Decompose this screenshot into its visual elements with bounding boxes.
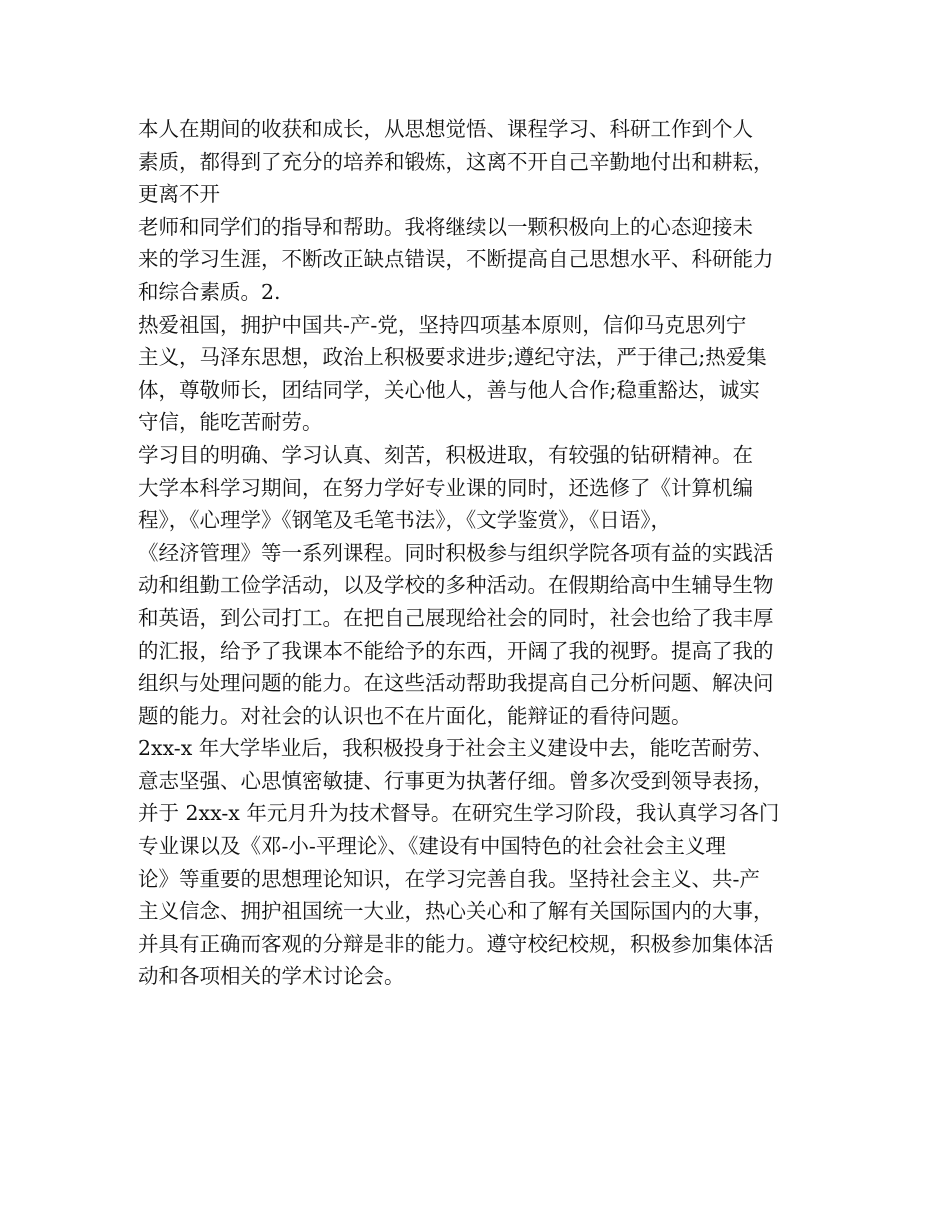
text-line: 守信，能吃苦耐劳。 — [138, 410, 323, 435]
text-line: 大学本科学习期间，在努力学好专业课的同时，还选修了《计算机编 — [138, 475, 753, 500]
text-line: 主义信念、拥护祖国统一大业，热心关心和了解有关国际国内的大事， — [138, 899, 774, 924]
text-line: 体，尊敬师长，团结同学，关心他人，善与他人合作;稳重豁达，诚实 — [138, 377, 760, 402]
text-line: 老师和同学们的指导和帮助。我将继续以一颗积极向上的心态迎接未 — [138, 214, 753, 239]
text-line: 《经济管理》等一系列课程。同时积极参与组织学院各项有益的实践活 — [138, 540, 774, 565]
text-line: 和英语，到公司打工。在把自己展现给社会的同时，社会也给了我丰厚 — [138, 605, 774, 630]
text-line: 学习目的明确、学习认真、刻苦，积极进取，有较强的钻研精神。在 — [138, 442, 753, 467]
text-line: 来的学习生涯，不断改正缺点错误，不断提高自己思想水平、科研能力 — [138, 247, 774, 272]
text-line: 动和各项相关的学术讨论会。 — [138, 964, 405, 989]
text-line: 主义，马泽东思想，政治上积极要求进步;遵纪守法，严于律己;热爱集 — [138, 345, 767, 370]
text-line: 的汇报，给予了我课本不能给予的东西，开阔了我的视野。提高了我的 — [138, 638, 774, 663]
text-line: 专业课以及《邓-小-平理论》、《建设有中国特色的社会社会主义理 — [138, 834, 726, 859]
text-line: 动和组勤工俭学活动，以及学校的多种活动。在假期给高中生辅导生物 — [138, 573, 774, 598]
text-line: 论》等重要的思想理论知识，在学习完善自我。坚持社会主义、共-产 — [138, 866, 760, 891]
text-line: 2xx-x 年大学毕业后，我积极投身于社会主义建设中去，能吃苦耐劳、 — [138, 736, 773, 761]
text-line: 题的能力。对社会的认识也不在片面化，能辩证的看待问题。 — [138, 703, 692, 728]
text-line: 并于 2xx-x 年元月升为技术督导。在研究生学习阶段，我认真学习各门 — [138, 801, 780, 826]
text-line: 更离不开 — [138, 182, 220, 207]
text-line: 组织与处理问题的能力。在这些活动帮助我提高自己分析问题、解决问 — [138, 671, 774, 696]
text-line: 和综合素质。2. — [138, 279, 281, 304]
text-line: 素质，都得到了充分的培养和锻炼，这离不开自己辛勤地付出和耕耘， — [138, 149, 774, 174]
document-body — [138, 113, 838, 993]
text-line: 热爱祖国，拥护中国共-产-党，坚持四项基本原则，信仰马克思列宁 — [138, 312, 747, 337]
text-line: 程》，《心理学》《钢笔及毛笔书法》，《文学鉴赏》，《日语》， — [138, 508, 671, 533]
text-line: 并具有正确而客观的分辩是非的能力。遵守校纪校规，积极参加集体活 — [138, 931, 774, 956]
text-line: 意志坚强、心思慎密敏捷、行事更为执著仔细。曾多次受到领导表扬， — [138, 768, 774, 793]
text-line: 本人在期间的收获和成长，从思想觉悟、课程学习、科研工作到个人 — [138, 117, 753, 141]
